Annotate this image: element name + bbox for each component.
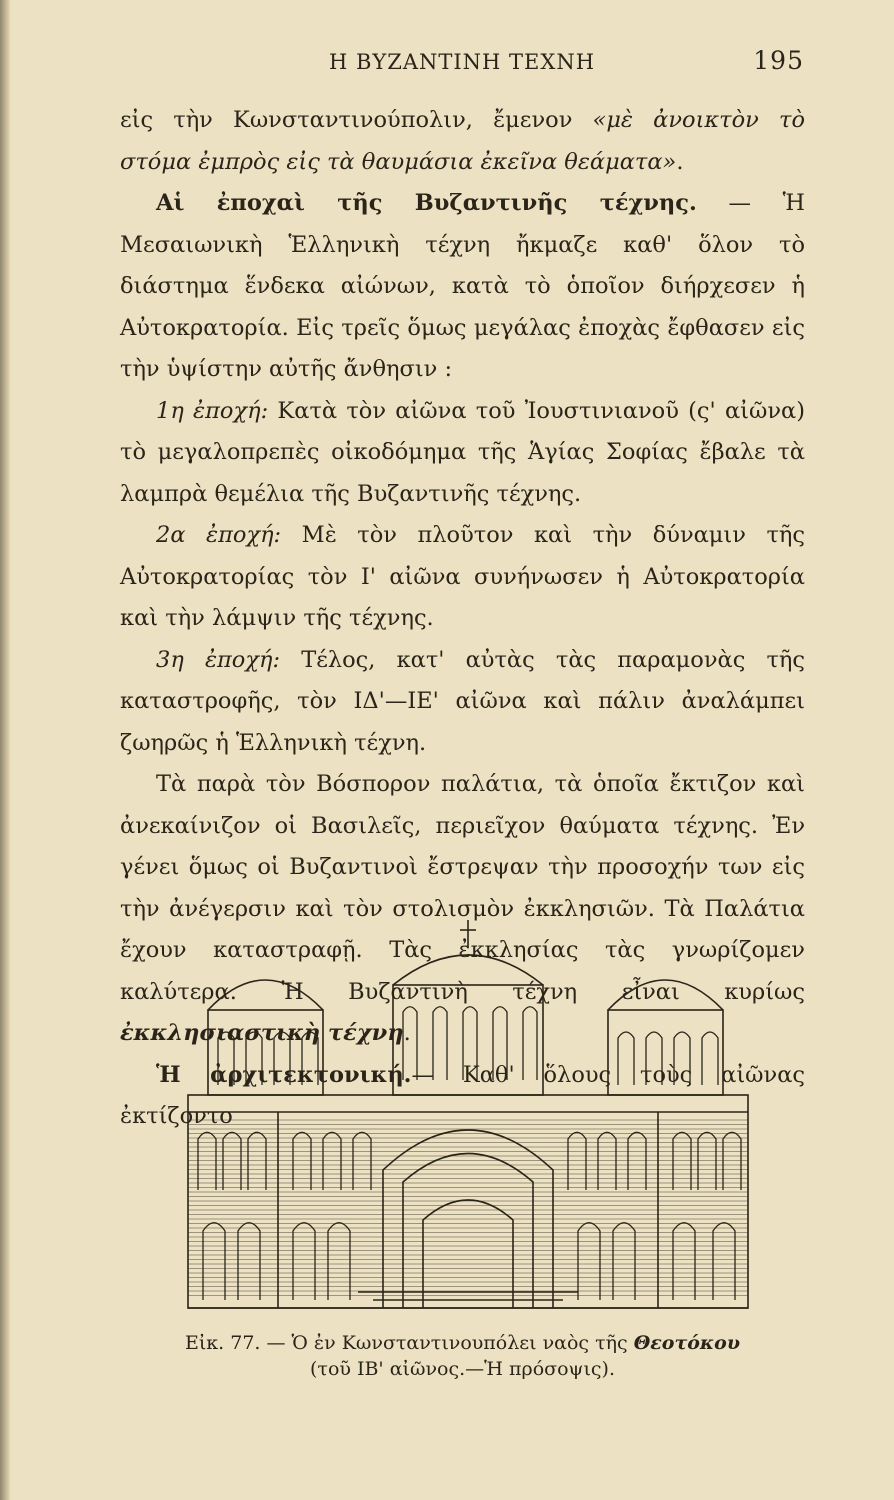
window-arch [293,1132,311,1190]
window-arch [198,1132,216,1190]
epoch-2: 2α ἐποχή: Μὲ τὸν πλοῦτον καὶ τὴν δύναμιν τῆς Αὐτοκρατορίας τὸν Ι' αἰῶνα συνήνωσεν ἡ Αὐτοκρατορία καὶ τὴν λάμψιν τῆς τέχνης. [120,522,805,631]
caption-line-2: (τοῦ ΙΒ' αἰῶνος.—Ἡ πρόσοψις). [310,1358,615,1380]
window-arch [274,1032,290,1085]
window-arch [628,1132,646,1190]
window-arch [702,1032,718,1085]
window-arch [223,1132,241,1190]
epoch-1: 1η ἐποχή: Κατὰ τὸν αἰῶνα τοῦ Ἰουστινιανοῦ (ς' αἰῶνα) τὸ μεγαλοπρεπὲς οἰκοδόμημα τῆς Ἁγίας Σοφίας ἔβαλε τὰ λαμπρὰ θεμέλια τῆς Βυζαντινῆς τέχνης. [120,397,805,507]
epoch-1-label: 1η ἐποχή: [156,397,269,424]
section-heading-epochs: Αἱ ἐποχαὶ τῆς Βυζαντινῆς τέχνης. [156,190,697,216]
church-illustration [178,920,758,1320]
epoch-3: 3η ἐποχή: Τέλος, κατ' αὐτὰς τὰς παραμονὰς τῆς καταστροφῆς, τὸν ΙΔ'—ΙΕ' αἰῶνα καὶ πάλιν ἀναλάμπει ζωηρῶς ἡ Ἑλληνικὴ τέχνη. [120,646,805,756]
caption-emphasis: Θεοτόκου [633,1332,741,1354]
window-arch [568,1132,586,1190]
window-arch [302,1032,318,1085]
window-arch [598,1132,616,1190]
window-arch [433,1007,447,1080]
window-arch [353,1132,371,1190]
binding-edge [0,0,10,1500]
window-arch [218,1032,234,1085]
caption-line-1: Εἰκ. 77. — Ὁ ἐν Κωνσταντινουπόλει ναὸς τῆς Θεοτόκου [184,1332,741,1354]
epoch-3-label: 3η ἐποχή: [156,646,281,673]
window-arch [203,1223,225,1300]
window-arch [463,1007,477,1080]
section-heading-architecture: Ἡ ἀρχιτεκτονική. [156,1061,412,1088]
window-arch [618,1032,634,1085]
window-arch [248,1132,266,1190]
emphasis-ecclesiastical: ἐκκλησιαστικὴ τέχνη [120,1020,404,1046]
window-arch [328,1223,350,1300]
window-arch [523,1007,537,1080]
window-arch [613,1223,635,1300]
window-arch [238,1223,260,1300]
page-header [120,46,804,82]
running-title: Η ΒΥΖΑΝΤΙΝΗ ΤΕΧΝΗ [328,50,596,74]
window-arch [323,1132,341,1190]
paragraph-architecture: Ἡ ἀρχιτεκτονική.— Καθ' ὅλους τοὺς αἰῶνας ἐκτίζοντο [120,1061,805,1129]
window-arch [713,1223,735,1300]
window-arch [578,1223,600,1300]
paragraph-epochs: Αἱ ἐποχαὶ τῆς Βυζαντινῆς τέχνης. — Ἡ Μεσαιωνικὴ Ἑλληνικὴ τέχνη ἤκμαζε καθ' ὅλον τὸ διάστημα ἕνδεκα αἰώνων, κατὰ τὸ ὁποῖον διήρχεσεν ἡ Αὐτοκρατορία. Εἰς τρεῖς ὅμως μεγάλας ἐποχὰς ἔφθασεν εἰς τὴν ὑψίστην αὐτῆς ἄνθησιν : [120,190,805,382]
window-arch [674,1032,690,1085]
window-arch [698,1132,716,1190]
window-arch [293,1223,315,1300]
window-arch [673,1223,695,1300]
quote-text: «μὲ ἀνοικτὸν τὸ στόμα ἐμπρὸς εἰς τὰ θαυμάσια ἐκεῖνα θεάματα» [120,107,805,175]
epoch-2-label: 2α ἐποχή: [156,522,282,548]
window-arch [723,1132,741,1190]
paragraph-continuation: εἰς τὴν Κωνσταντινούπολιν, ἔμενον «μὲ ἀνοικτὸν τὸ στόμα ἐμπρὸς εἰς τὰ θαυμάσια ἐκεῖνα θεάματα». [120,107,805,175]
page-number: 195 [753,46,804,75]
paragraph-palaces: Τὰ παρὰ τὸν Βόσπορον παλάτια, τὰ ὁποῖα ἔκτιζον καὶ ἀνεκαίνιζον οἱ Βασιλεῖς, περιεῖχον θαύματα τέχνης. Ἐν γένει ὅμως οἱ Βυζαντινοὶ ἔστρεψαν τὴν προσοχήν των εἰς τὴν ἀνέγερσιν καὶ τὸν στολισμὸν ἐκκλησιῶν. Τὰ Παλάτια ἔχουν καταστραφῇ. Τὰς ἐκκλησίας τὰς γνωρίζομεν καλύτερα. Ἡ Βυζαντινὴ τέχνη εἶναι κυρίως ἐκκλησιαστικὴ τέχνη. [120,771,805,1046]
window-arch [403,1007,417,1080]
window-arch [246,1032,262,1085]
window-arch [673,1132,691,1190]
figure-caption [120,1330,805,1382]
window-arch [493,1007,507,1080]
window-arch [646,1032,662,1085]
